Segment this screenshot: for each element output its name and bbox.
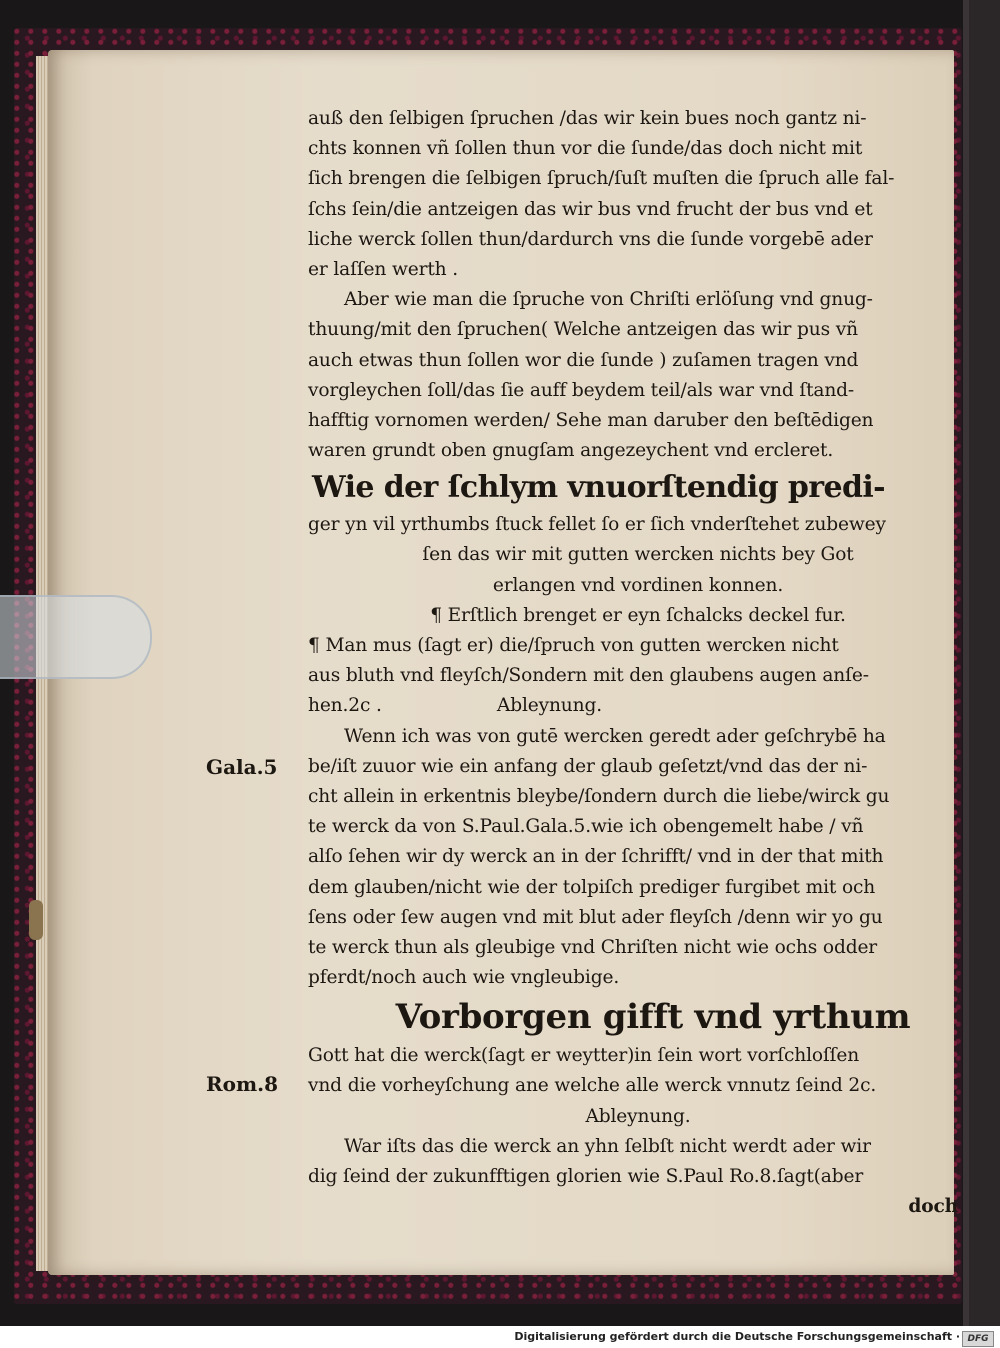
- margin-note-rom: Rom.8: [206, 1072, 279, 1096]
- book-clasp: [29, 900, 43, 940]
- text-line: chts konnen vñ ſollen thun vor die ſunde/das doch nicht mit: [308, 138, 863, 160]
- text-line: liche werck ſollen thun/dardurch vns die ſunde vorgebē ader: [308, 228, 873, 250]
- bookmark-strip: [0, 595, 152, 679]
- text-line: cht allein in erkentnis bleybe/ſondern durch die liebe/wirck gu: [308, 785, 890, 807]
- text-line: be/iſt zuuor wie ein anfang der glaub geſetzt/vnd das der ni-: [308, 755, 868, 777]
- text-line: auch etwas thun ſollen wor die ſunde ) zuſamen tragen vnd: [308, 349, 859, 371]
- text-line: ¶ Man mus (ſagt er) die/ſpruch von gutten wercken nicht: [308, 635, 839, 656]
- text-line: ger yn vil yrthumbs ſtuck fellet ſo er ſich vnderſtehet zubewey: [308, 514, 886, 536]
- text-line: te werck thun als gleubige vnd Chriſten nicht wie ochs odder: [308, 936, 878, 958]
- page-text: [308, 104, 968, 1222]
- text-line: Ableynung.: [585, 1105, 691, 1127]
- text-line: Gott hat die werck(ſagt er weytter)in ſein wort vorſchloſſen: [308, 1045, 860, 1067]
- text-line: thuung/mit den ſpruchen( Welche antzeigen das wir pus vñ: [308, 319, 858, 341]
- text-line: ſen das wir mit gutten wercken nichts bey Got: [422, 544, 854, 566]
- text-line: ¶ Erſtlich brenget er eyn ſchalcks deckel fur.: [430, 604, 846, 626]
- text-line: ſchs ſein/die antzeigen das wir bus vnd frucht der bus vnd et: [308, 198, 873, 220]
- section-heading: Vorborgen gifft vnd yrthum: [395, 997, 911, 1038]
- text-line: er laſſen werth .: [308, 258, 459, 280]
- text-line: te werck da von S.Paul.Gala.5.wie ich obengemelt habe / vñ: [308, 816, 864, 838]
- right-scan-edge: [969, 0, 1000, 1326]
- catchword: doch: [908, 1196, 958, 1218]
- footer-credit: Digitalisierung gefördert durch die Deutsche Forschungsgemeinschaft ·: [514, 1330, 960, 1343]
- text-line: dig ſeind der zukunfftigen glorien wie S.Paul Ro.8.ſagt(aber: [308, 1166, 864, 1187]
- dfg-logo-icon[interactable]: DFG: [962, 1331, 994, 1347]
- text-line: vorgleychen ſoll/das ſie auff beydem teil/als war vnd ſtand-: [308, 379, 855, 401]
- text-line: auß den ſelbigen ſpruchen /das wir kein bues noch gantz ni-: [308, 108, 867, 129]
- text-line: War iſts das die werck an yhn ſelbſt nicht werdt ader wir: [344, 1135, 871, 1157]
- text-line: Wenn ich was von gutē wercken geredt ader geſchrybē ha: [344, 725, 886, 747]
- text-line: alſo ſehen wir dy werck an in der ſchrifft/ vnd in der that mith: [308, 846, 884, 868]
- text-line: ſich brengen die ſelbigen ſpruch/ſuſt muſten die ſpruch alle fal-: [308, 168, 895, 190]
- text-line: hafftig vornomen werden/ Sehe man daruber den beſtēdigen: [308, 409, 874, 431]
- text-line: dem glauben/nicht wie der tolpiſch prediger furgibet mit och: [308, 876, 876, 898]
- margin-note-gala: Gala.5: [206, 755, 278, 779]
- text-line: pferdt/noch auch wie vngleubige.: [308, 967, 620, 989]
- text-line: ſens oder ſew augen vnd mit blut ader fleyſch /denn wir yo gu: [308, 906, 883, 928]
- text-line: Aber wie man die ſpruche von Chriſti erlöſung vnd gnug-: [344, 289, 873, 311]
- text-line: hen.2c . Ableynung.: [308, 695, 602, 717]
- text-line: waren grundt oben gnugſam angezeychent vnd ercleret.: [308, 440, 834, 462]
- text-line: aus bluth vnd fleyſch/Sondern mit den glaubens augen anſe-: [308, 665, 869, 687]
- section-heading: Wie der ſchlym vnuorſtendig predi-: [312, 470, 886, 506]
- text-line: erlangen vnd vordinen konnen.: [492, 574, 784, 596]
- text-line: vnd die vorheyſchung ane welche alle werck vnnutz ſeind 2c.: [308, 1075, 877, 1097]
